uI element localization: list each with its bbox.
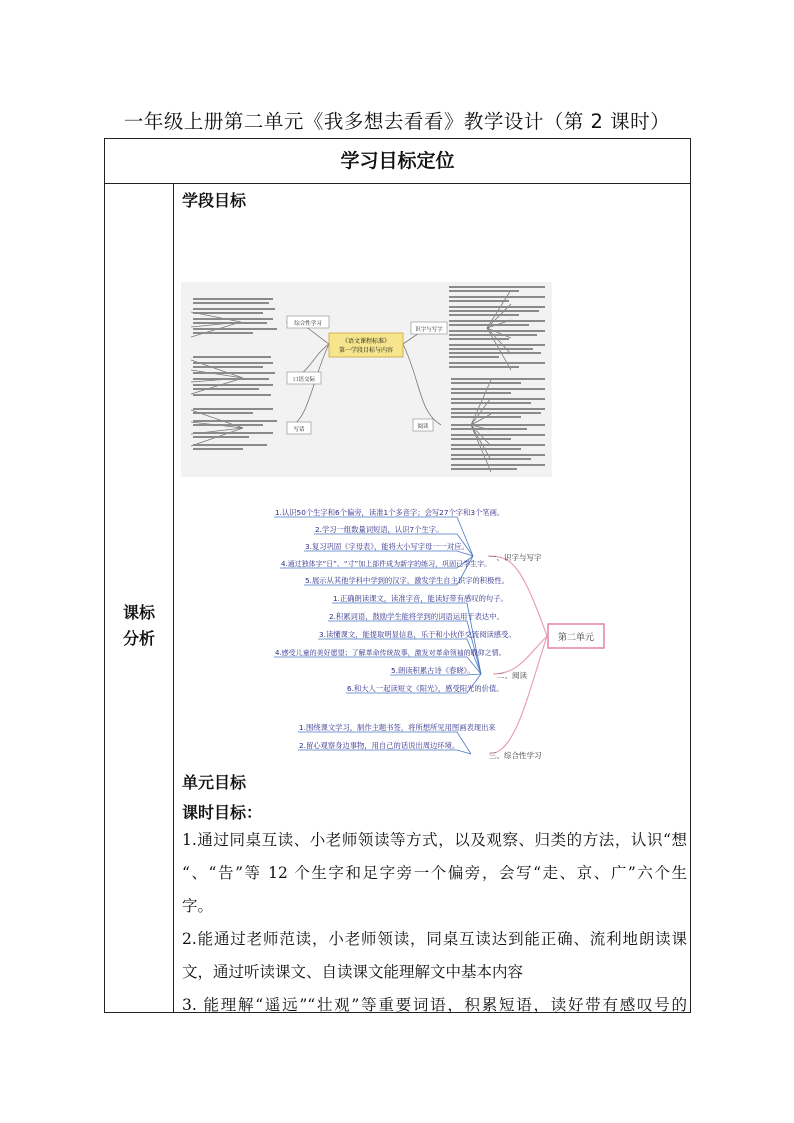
p2-line-1: 2.能通过老师范读，小老师领读，同桌互读达到能正确、流利地朗读课 <box>182 930 687 948</box>
unit-item-10: 5.朗读积累古诗《春晓》。 <box>391 666 475 675</box>
mindmap2-svg <box>271 508 631 776</box>
p2-line-2: 文，通过听读课文、自读课文能理解文中基本内容 <box>182 963 524 981</box>
content-cell <box>174 184 690 1013</box>
mindmap1-center-line1: 《语文课程标准》 <box>341 338 391 345</box>
document-title: 一年级上册第二单元《我多想去看看》教学设计（第 2 课时） <box>123 110 671 133</box>
unit-item-3: 3.复习巩固《字母表》，能将大小写字母一一对应。 <box>305 542 469 551</box>
curriculum-standard-mindmap <box>181 282 552 477</box>
mindmap1-svg <box>181 282 552 477</box>
unit-item-2: 2.学习一组数量词短语，认识7个生字。 <box>315 525 444 534</box>
mindmap2-branch-2: 二、阅读 <box>497 671 527 680</box>
unit-item-11: 6.和大人一起读短文《阳光》，感受阳光的价值。 <box>347 684 504 693</box>
mindmap1-branch-right-1: 识字与写字 <box>415 327 443 333</box>
unit-two-mindmap <box>271 508 631 776</box>
unit-item-8: 3.读懂课文，能提取明显信息，乐于和小伙伴交流阅读感受。 <box>319 630 516 639</box>
left-label-line1: 课标 <box>122 603 155 622</box>
mindmap1-branch-left-1: 综合性学习 <box>294 321 322 327</box>
p1-line-2: “、“告”等 12 个生字和足字旁一个偏旁，会写“走、京、广”六个生 <box>182 864 687 882</box>
unit-item-4: 4.通过独体字“日”、“寸”加上部件成为新字的练习，巩固已学生字。 <box>281 560 492 568</box>
mindmap2-branch-1: 一、识字与写字 <box>489 553 542 562</box>
unit-item-7: 2.积累词语，鼓励学生能将学到的词语运用于表达中。 <box>329 612 504 621</box>
p3-line-1: 3. 能理解“遥远”“壮观”等重要词语，积累短语，读好带有感叹号的 <box>182 996 687 1014</box>
lesson-goal-paragraph-2 <box>182 923 687 989</box>
unit-item-13: 2.留心观察身边事物，用自己的话说出周边环境。 <box>299 741 460 750</box>
mindmap2-center: 第二单元 <box>557 633 595 643</box>
lesson-goal-paragraph-3 <box>182 989 687 1022</box>
unit-item-9: 4.感受儿童的美好愿望；了解革命传统故事，激发对革命领袖的敬仰之情。 <box>275 649 506 657</box>
unit-item-1: 1.认识50个生字和6个偏旁，读准1个多音字；会写27个字和3个笔画。 <box>275 508 505 517</box>
unit-item-6: 1.正确朗读课文，读准字音，能读好带有感叹的句子。 <box>333 594 508 603</box>
lesson-table <box>104 138 691 1013</box>
left-column <box>105 184 174 1013</box>
p1-line-3: 字。 <box>182 897 214 915</box>
mindmap1-branch-left-2: 口语交际 <box>292 377 316 383</box>
left-label-line2: 分析 <box>122 629 155 648</box>
unit-item-5: 5.展示从其他学科中学到的汉字，激发学生自主识字的积极性。 <box>305 576 509 585</box>
mindmap1-branch-right-2: 阅读 <box>417 424 429 430</box>
curriculum-analysis-label <box>105 600 173 652</box>
stage-goal-heading: 学段目标 <box>182 191 247 210</box>
mindmap1-leaf-text-lines <box>193 286 545 470</box>
mindmap1-center-line2: 第一学段目标与内容 <box>338 347 394 354</box>
mindmap2-branch-3: 三、综合性学习 <box>489 751 542 760</box>
lesson-goal-paragraph-1 <box>182 824 687 923</box>
table-header: 学习目标定位 <box>105 139 690 184</box>
unit-item-12: 1.围绕课文学习，制作主题书签，将所想所见用图画表现出来 <box>299 723 496 732</box>
p1-line-1: 1.通过同桌互读、小老师领读等方式，以及观察、归类的方法，认识“想 <box>182 831 687 849</box>
lesson-goal-heading: 课时目标： <box>182 803 263 822</box>
mindmap1-branch-left-3: 写话 <box>293 427 305 433</box>
unit-goal-heading: 单元目标 <box>182 773 247 792</box>
